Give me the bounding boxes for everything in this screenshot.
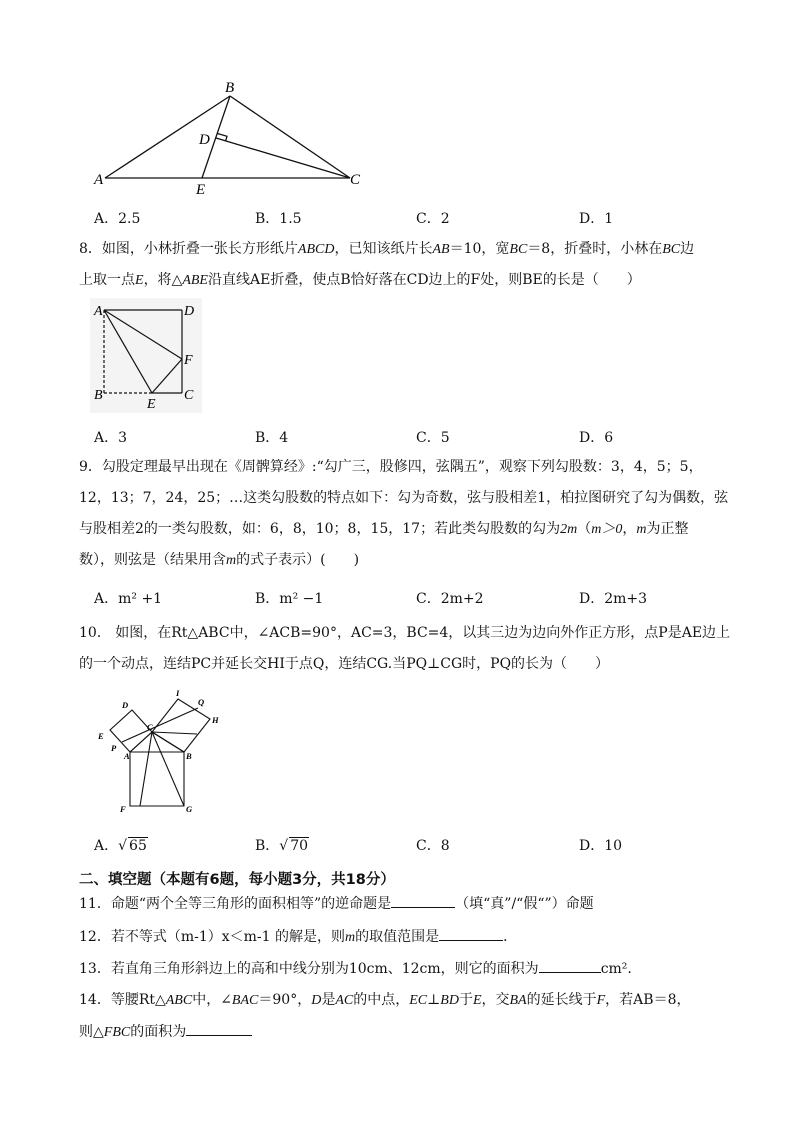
q8-option-b[interactable]: B．4 [255,430,289,446]
q7-option-c[interactable]: C．2 [416,211,450,227]
label-A: A [94,304,103,319]
label-E: E [98,731,104,741]
q10-option-d[interactable]: D．10 [579,838,623,854]
q10-line-2: 的一个动点，连结PC并延长交HI于点Q，连结CG.当PQ⊥CG时，PQ的长为（ ） [79,656,610,672]
q14-answer-blank[interactable] [186,1021,252,1036]
label-P: P [111,743,117,753]
label-F: F [184,353,193,368]
label-H: H [212,715,219,725]
q14-line-2: 则△FBC的面积为 [79,1021,252,1042]
label-E: E [147,397,156,412]
q8-option-a[interactable]: A．3 [94,430,128,446]
q9-option-a[interactable]: A．m² +1 [94,591,163,607]
figure-q8-rectangle-fold [90,298,202,413]
q10-line-1: 10． 如图，在Rt△ABC中，∠ACB=90°，AC=3，BC=4，以其三边为边向外作正方形，点P是AE边上 [79,625,731,641]
q10-option-b[interactable]: B．√ 70 [255,838,309,854]
q10-option-a[interactable]: A．√ 65 [94,838,147,854]
label-C: C [350,172,361,188]
label-B: B [225,80,235,96]
q9-line-3: 与股相差2的一类勾股数，如：6，8，10；8，15，17；若此类勾股数的勾为2m（m＞0，m为正整 [79,521,689,537]
label-F: F [120,804,126,814]
q11-line: 11．命题“两个全等三角形的面积相等”的逆命题是 （填“真”/“假“”）命题 [79,893,594,913]
label-D: D [199,132,210,148]
label-B: B [94,388,103,403]
label-D: D [122,700,129,710]
q9-option-c[interactable]: C．2m+2 [416,591,484,607]
q9-line-1: 9．勾股定理最早出现在《周髀算经》:“勾广三，股修四，弦隅五”，观察下列勾股数：3，4，5；5， [79,459,703,475]
q11-answer-blank[interactable] [391,893,455,908]
label-C: C [184,388,194,403]
figure-q7-triangle [88,76,378,198]
figure-q10-squares [92,686,227,816]
q7-option-a[interactable]: A．2.5 [94,211,141,227]
q13-line: 13．若直角三角形斜边上的高和中线分别为10cm、12cm，则它的面积为 cm². [79,958,632,978]
label-D: D [184,304,195,319]
q9-line-2: 12，13；7，24，25；…这类勾股数的特点如下：勾为奇数，弦与股相差1，柏拉图研究了勾为偶数，弦 [79,490,729,506]
q10-option-c[interactable]: C．8 [416,838,450,854]
label-C: C [147,722,153,732]
q8-line-1: 8．如图，小林折叠一张长方形纸片ABCD，已知该纸片长AB＝10，宽BC＝8，折叠时，小林在BC边 [79,241,695,257]
q7-option-d[interactable]: D．1 [579,211,614,227]
q8-line-2: 上取一点E，将△ABE沿直线AE折叠，使点B恰好落在CD边上的F处，则BE的长是（ ） [79,272,641,288]
label-E: E [196,182,206,198]
label-B: B [186,751,192,761]
label-Q: Q [198,697,205,707]
label-G: G [186,804,193,814]
q14-line-1: 14．等腰Rt△ABC中，∠BAC＝90°，D是AC的中点，EC⊥BD于E，交BA的延长线于F，若AB＝8， [79,992,691,1008]
q13-answer-blank[interactable] [539,958,601,973]
q8-option-c[interactable]: C．5 [416,430,450,446]
q7-option-b[interactable]: B．1.5 [255,211,302,227]
label-I: I [176,688,180,698]
q9-option-d[interactable]: D．2m+3 [579,591,648,607]
label-A: A [124,751,130,761]
label-A: A [94,172,104,188]
q9-option-b[interactable]: B．m² −1 [255,591,324,607]
q8-option-d[interactable]: D．6 [579,430,614,446]
q12-answer-blank[interactable] [439,926,503,941]
section-2-title: 二、填空题（本题有6题，每小题3分，共18分） [79,872,395,888]
q9-line-4: 数），则弦是（结果用含m的式子表示）( ) [79,552,360,568]
q12-line: 12．若不等式（m-1）x＜m-1 的解是，则m的取值范围是 ． [79,926,517,947]
